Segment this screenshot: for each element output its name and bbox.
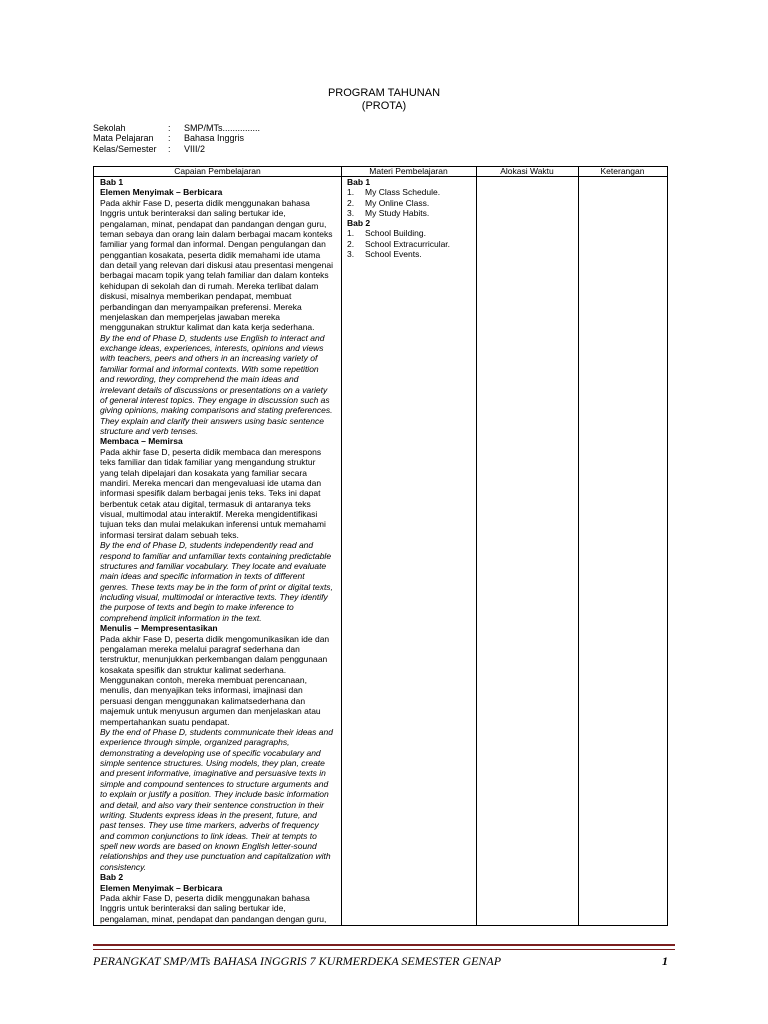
footer-rule-thick — [93, 944, 675, 946]
document-title: PROGRAM TAHUNAN — [327, 87, 441, 99]
capaian-text-line: structures and familiar vocabulary. They locate and evaluate — [100, 560, 327, 571]
capaian-text-line: visual, multimodal atau interaktif. Mereka mengidentifikasi — [100, 509, 318, 519]
materi-item: 2. My Online Class. — [347, 197, 430, 208]
prota-table — [93, 166, 668, 926]
capaian-heading: Elemen Menyimak – Berbicara — [100, 187, 223, 198]
info-separator: : — [168, 143, 171, 154]
capaian-text-line: including visual, multimodal or interactive texts. They identify — [100, 592, 328, 602]
materi-item: 3. My Study Habits. — [347, 207, 430, 218]
capaian-text-line: the purpose of texts and begin to make inference to — [100, 602, 294, 613]
info-label: Kelas/Semester — [93, 143, 157, 154]
capaian-text-line: persuasi dengan menggunakan kalimatsederhana dan — [100, 695, 306, 706]
capaian-text-line: simple and compound sentences to structure arguments and — [100, 778, 329, 789]
capaian-text-line: consistency. — [100, 861, 147, 872]
capaian-text-line: pengalaman, minat, pendapat dan pandangan dengan guru, — [100, 913, 327, 924]
header-alokasi: Alokasi Waktu — [500, 166, 554, 176]
capaian-text-line: By the end of Phase D, students independently read and — [100, 540, 314, 551]
info-value: VIII/2 — [184, 143, 206, 154]
materi-item: 1. School Building. — [347, 228, 426, 239]
capaian-text-line: Inggris untuk berinteraksi dan saling bertukar ide, — [100, 208, 286, 219]
capaian-text-line: genres. These texts may be in the form of print or digital texts, — [100, 581, 333, 592]
materi-item: 1. My Class Schedule. — [347, 187, 441, 198]
document-subtitle: (PROTA) — [361, 100, 407, 112]
capaian-text-line: teks familiar dan tidak familiar yang mengandung struktur — [100, 457, 316, 468]
materi-bab-heading: Bab 1 — [347, 177, 371, 187]
capaian-heading: Menulis – Mempresentasikan — [100, 623, 218, 634]
capaian-text-line: of general interest topics. They engage in discussion such as — [100, 394, 330, 405]
capaian-text-line: By the end of Phase D, students communicate their ideas and — [100, 726, 333, 737]
capaian-text-line: to explain or justify a position. They include basic information — [100, 789, 329, 800]
capaian-text-line: familiar yang formal dan informal. Dengan pengulangan dan — [100, 239, 326, 250]
capaian-text-line: terstruktur, menunjukkan perkembangan dalam penggunaan — [100, 654, 328, 665]
header-materi: Materi Pembelajaran — [369, 166, 448, 176]
header-keterangan: Keterangan — [600, 166, 645, 176]
info-separator: : — [168, 133, 171, 144]
capaian-text-line: demonstrating a developing use of specific vocabulary and — [100, 747, 321, 758]
capaian-text-line: Pada akhir fase D, peserta didik membaca dan merespons — [100, 446, 322, 457]
page-number: 1 — [662, 954, 668, 968]
capaian-text-line: past tenses. They use time markers, adverbs of frequency — [100, 820, 319, 831]
column-divider — [341, 167, 342, 925]
capaian-text-line: exchange ideas, experiences, interests, opinions and views — [100, 343, 324, 353]
page-footer — [93, 953, 675, 969]
capaian-text-line: dan detail yang relevan dari diskusi atau presentasi mengenai — [100, 260, 333, 270]
capaian-text-line: giving opinions, making comparisons and stating preferences. — [100, 405, 333, 416]
capaian-text-line: They explain and clarify their answers using basic sentence — [100, 415, 324, 426]
capaian-text-line: and common conjunctions to link ideas. Their at tempts to — [100, 830, 317, 841]
column-divider — [476, 167, 477, 925]
capaian-text-line: perbandingan dan menyampaikan preferensi. Mereka — [100, 301, 302, 312]
capaian-text-line: teman sebaya dan orang lain dalam berbagai macam konteks — [100, 228, 333, 239]
capaian-text-line: tujuan teks dan mulai melakukan inferensi untuk memahami — [100, 519, 326, 530]
materi-cell — [347, 177, 472, 259]
capaian-text-line: familiar formal and informal contexts. With some repetition — [100, 363, 319, 374]
info-value: SMP/MTs............... — [184, 123, 261, 133]
capaian-text-line: Menggunakan contoh, mereka membuat perencanaan, — [100, 675, 307, 685]
capaian-text-line: pengalaman mereka melalui paragraf sederhana dan — [100, 643, 300, 654]
capaian-text-line: Inggris untuk berinteraksi dan saling bertukar ide, — [100, 903, 286, 914]
capaian-text-line: main ideas and specific information in texts of different — [100, 571, 305, 582]
capaian-text-line: Pada akhir Fase D, peserta didik menggunakan bahasa — [100, 892, 310, 903]
materi-bab-heading: Bab 2 — [347, 218, 371, 229]
capaian-text-line: kosakata spesifik dan struktur kalimat sederhana. — [100, 664, 287, 675]
capaian-text-line: and rewording, they comprehend the main ideas and — [100, 374, 299, 385]
capaian-text-line: penggantian kosakata, peserta didik memahami ide utama — [100, 249, 321, 260]
info-row-sekolah — [93, 123, 260, 133]
capaian-text-line: and detail, and also vary their sentence construction in their — [100, 799, 324, 810]
capaian-text-line: diskusi, misalnya memberikan pendapat, membuat — [100, 291, 292, 302]
column-divider — [578, 167, 579, 925]
capaian-text-line: Pada akhir Fase D, peserta didik mengomunikasikan ide dan — [100, 633, 330, 644]
capaian-text-line: simple sentence structures. Using models, they plan, create — [100, 758, 325, 768]
capaian-heading: Elemen Menyimak – Berbicara — [100, 882, 223, 893]
capaian-text-line: experience through simple, organized paragraphs, — [100, 737, 290, 748]
info-value: Bahasa Inggris — [184, 133, 245, 144]
footer-rule-thin — [93, 949, 675, 950]
capaian-text-line: structure and verb tenses. — [100, 426, 199, 436]
capaian-text-line: spell new words are based on known English letter-sound — [100, 841, 317, 851]
capaian-text-line: and present informative, imaginative and persuasive texts in — [100, 768, 326, 779]
info-row-kelas-semester — [93, 144, 260, 154]
capaian-text-line: kehidupan di sekolah dan di rumah. Mereka terlibat dalam — [100, 280, 319, 291]
capaian-text-line: yang telah dipelajari dan kosakata yang familiar secara — [100, 467, 307, 478]
capaian-heading: Bab 1 — [100, 177, 124, 187]
identity-block — [93, 123, 260, 154]
capaian-text-line: Pada akhir Fase D, peserta didik menggunakan bahasa — [100, 197, 310, 208]
materi-item: 3. School Events. — [347, 249, 422, 260]
footer-title: PERANGKAT SMP/MTs BAHASA INGGRIS 7 KURMERDEKA SEMESTER GENAP — [93, 954, 502, 968]
capaian-cell — [100, 177, 338, 924]
capaian-text-line: berbagai macam topik yang telah familiar dan dalam konteks — [100, 270, 329, 281]
capaian-text-line: with teachers, peers and others in an increasing variety of — [100, 353, 318, 364]
capaian-text-line: irrelevant details of discussions or presentations on a variety — [100, 384, 328, 395]
capaian-text-line: informasi tersirat dalam sebuah teks. — [100, 529, 239, 540]
capaian-text-line: mandiri. Mereka mencari dan mengevaluasi ide utama dan — [100, 477, 322, 488]
capaian-text-line: menjelaskan dan memperjelas jawaban mereka — [100, 311, 281, 322]
capaian-text-line: menulis, dan menyajikan teks informasi, imajinasi dan — [100, 685, 303, 696]
info-label: Sekolah — [93, 123, 126, 133]
capaian-text-line: menggunakan struktur kalimat dan kata kerja sederhana. — [100, 322, 315, 333]
materi-item: 2. School Extracurricular. — [347, 238, 451, 249]
capaian-text-line: writing. Students express ideas in the present, future, and — [100, 809, 317, 820]
info-label: Mata Pelajaran — [93, 133, 154, 144]
info-separator: : — [168, 123, 171, 133]
capaian-text-line: comprehend implicit information in the text. — [100, 612, 262, 623]
capaian-heading: Membaca – Memirsa — [100, 436, 183, 447]
capaian-text-line: By the end of Phase D, students use English to interact and — [100, 332, 325, 343]
capaian-text-line: relationships and they use punctuation and capitalization with — [100, 851, 331, 862]
capaian-text-line: pengalaman, minat, pendapat dan pandangan dengan guru, — [100, 218, 327, 229]
capaian-text-line: respond to familiar and unfamiliar texts containing predictable — [100, 550, 332, 561]
capaian-text-line: majemuk untuk menyusun argumen dan menjelaskan atau — [100, 706, 321, 717]
capaian-text-line: mempertahankan suatu pendapat. — [100, 716, 230, 727]
header-capaian: Capaian Pembelajaran — [174, 166, 261, 176]
capaian-text-line: berbentuk cetak atau digital, termasuk di antaranya teks — [100, 498, 311, 509]
capaian-heading: Bab 2 — [100, 872, 124, 883]
info-row-mata-pelajaran — [93, 133, 260, 143]
capaian-text-line: informasi spesifik dalam berbagai jenis teks. Teks ini dapat — [100, 488, 321, 499]
